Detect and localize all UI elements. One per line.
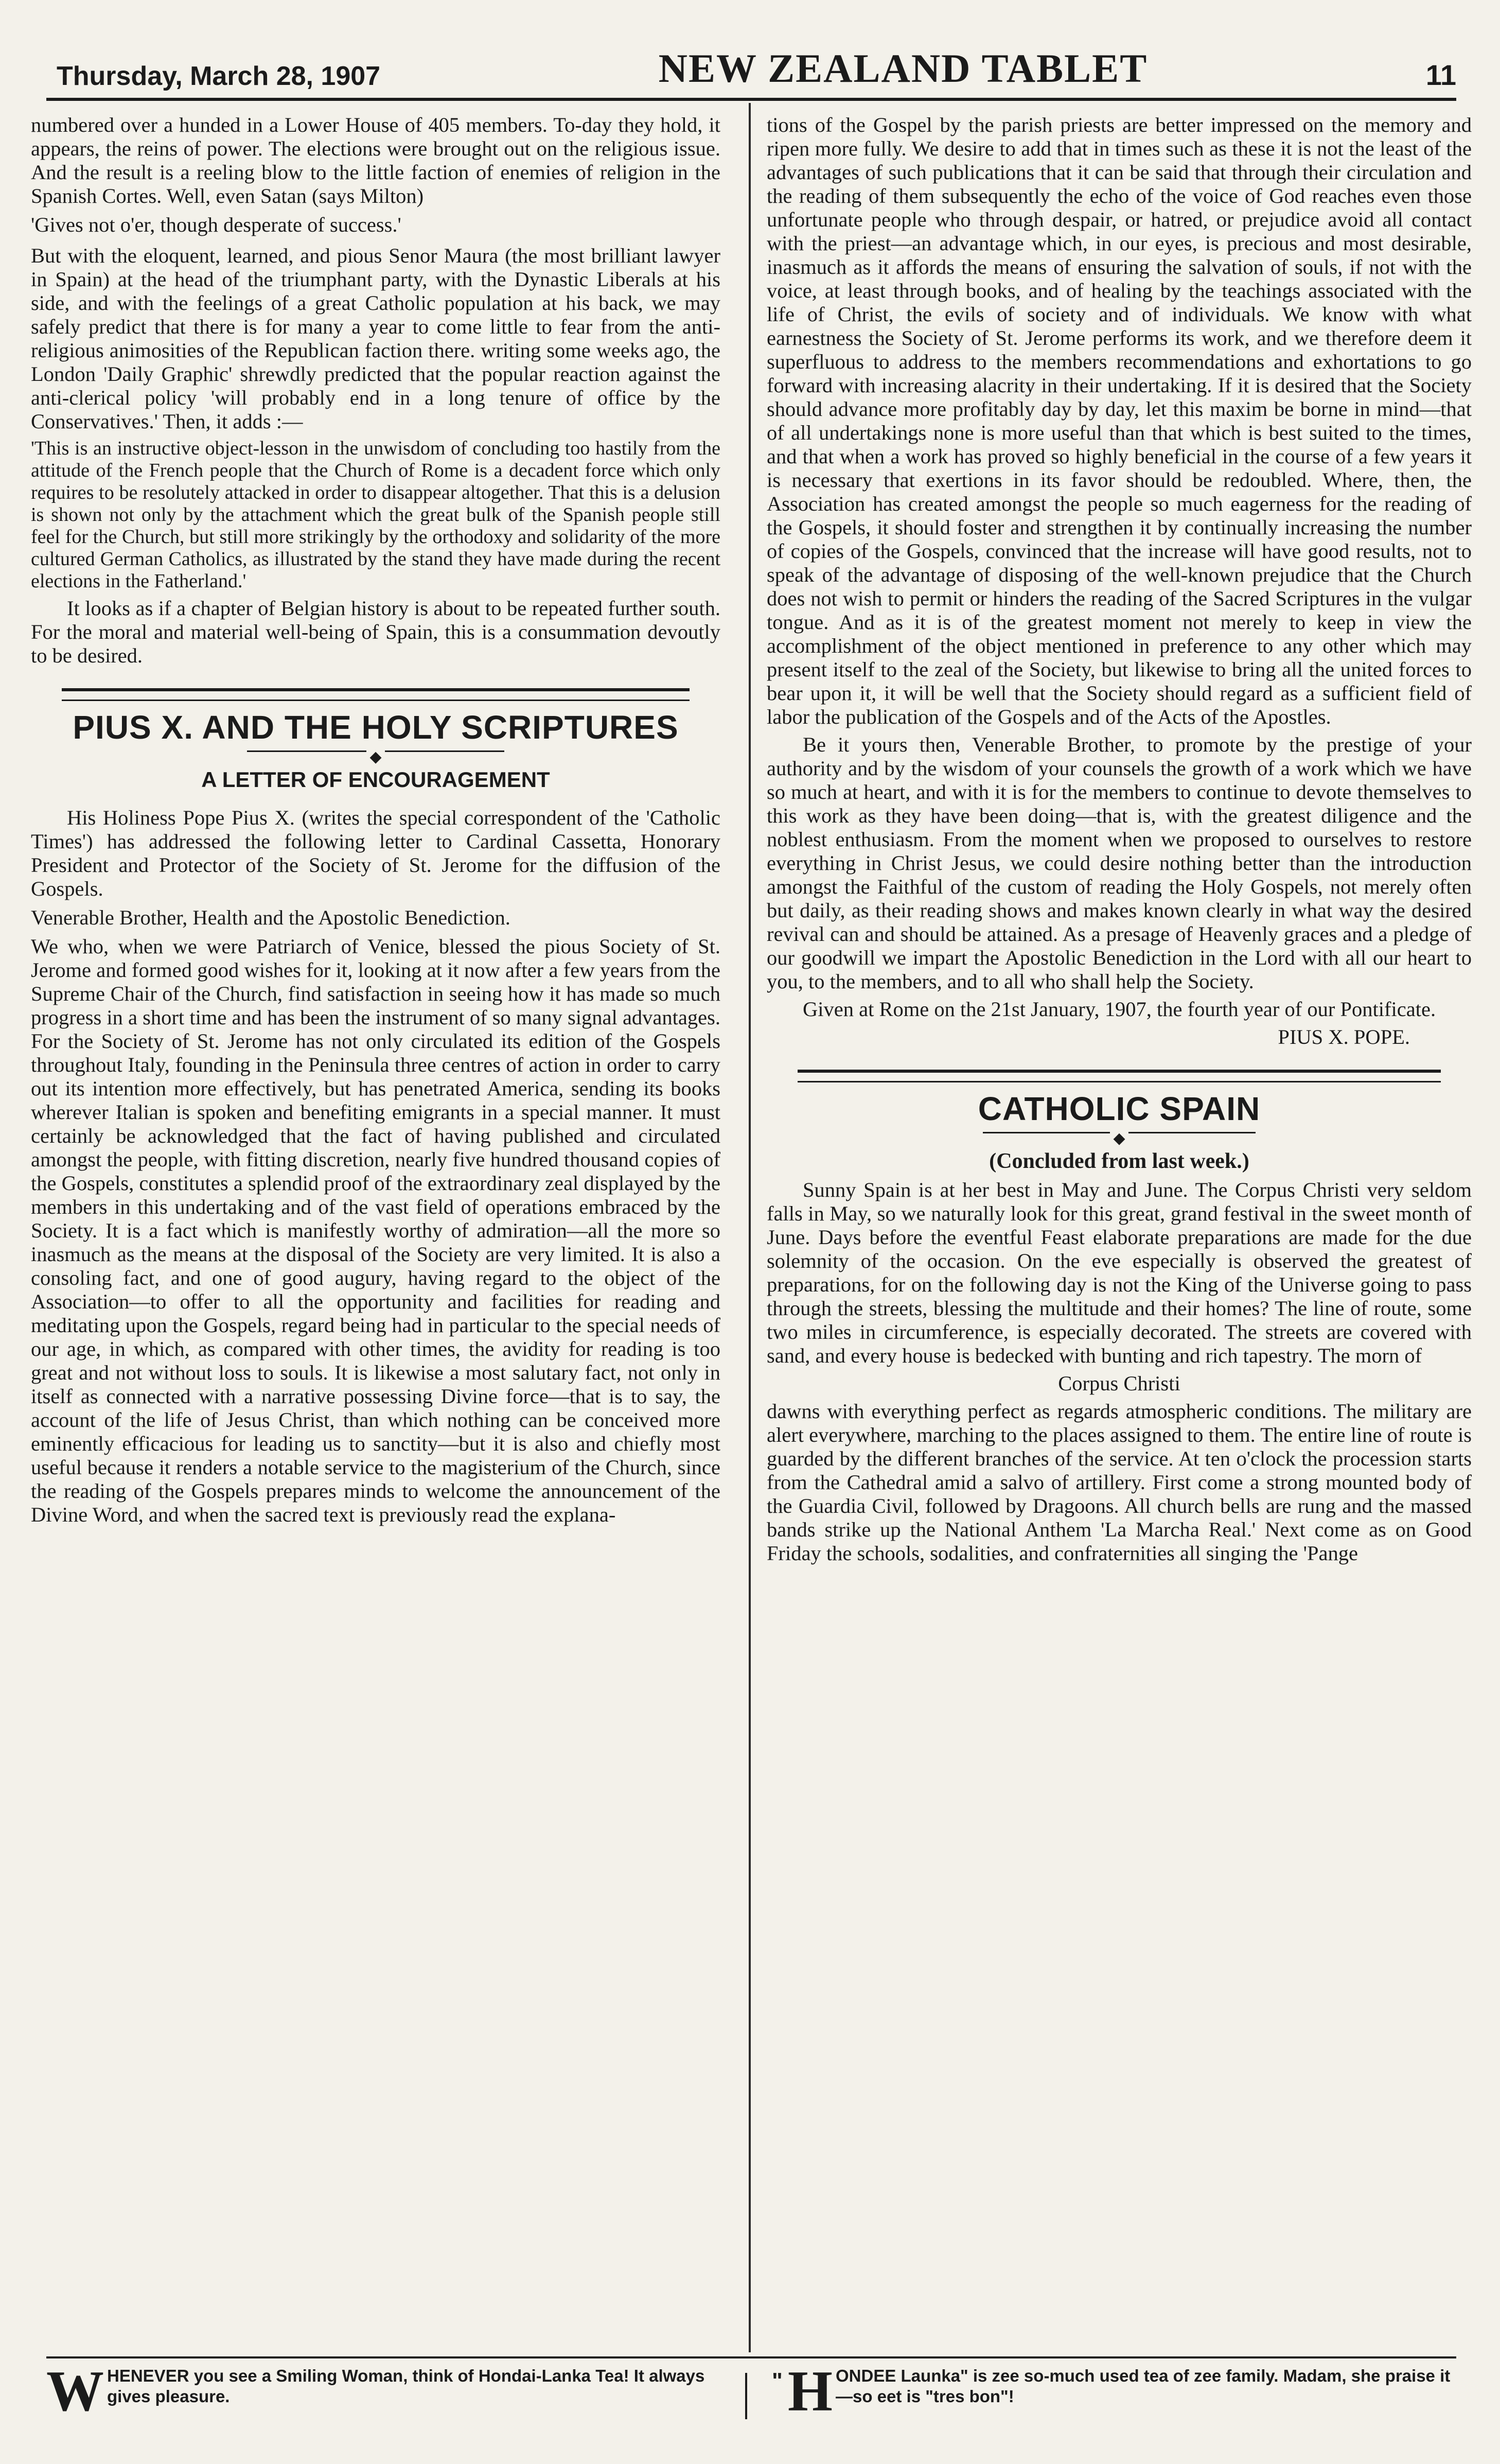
section-divider [798, 1070, 1441, 1082]
daily-graphic-quote: 'This is an instructive object-lesson in the unwisdom of concluding too hastily from the attitude of the French people that the Church of Rome is a decadent force which only requires to be resolutely attacked in order to disappear altogether. That this is a delusion is shown not only by the attachment which the great bulk of the Spanish people still feel for the Church, but still more strikingly by the orthodoxy and solidarity of the more cultured German Catholics, as illustrated by the stand they have made during the recent elections in the Fatherland.' [31, 438, 720, 592]
letter-body: We who, when we were Patriarch of Venice, blessed the pious Society of St. Jerome and formed good wishes for it, looking at it now after a few years from the Supreme Chair of the Church, find satisfaction in seeing how it has made so much progress in a short time and has been the instrument of so many signal advantages. For the Society of St. Jerome has not only circulated its edition of the Gospels throughout Italy, founding in the Peninsula three centres of action in order to carry out its intention more effectively, but has penetrated America, sending its books wherever Italian is spoken and benefiting emigrants in a special manner. It must certainly be acknowledged that the fact of having published and circulated amongst the people, with fitting discretion, nearly five hundred thousand copies of the Gospels, constitutes a splendid proof of the extraordinary zeal displayed by the members in this undertaking and of the vast field of operations embraced by the Society. It is a fact which is manifestly worthy of admiration—all the more so inasmuch as the means at the disposal of the Society are very limited. It is also a consoling fact, and one of good augury, having regard to the object of the Association—to offer to all the opportunity and facilities for reading and meditating upon the Gospels, regard being had in particular to the special needs of our age, in which, as compared with other times, the avidity for reading is too great and not without loss to souls. It is likewise a most salutary fact, not only in itself as connected with a narrative possessing Divine force—that is to say, the account of the life of Jesus Christ, than which nothing can be conceived more eminently efficacious for leading us to sanctity—but it is also and chiefly most useful because it renders a notable service to the magisterium of the Church, since the reading of the Gospels prepares minds to welcome the announcement of the Divine Word, and when the sacred text is previously read the explana- [31, 935, 720, 1526]
article-title: PIUS X. AND THE HOLY SCRIPTURES [73, 709, 679, 746]
diamond-ornament-icon: ◆ [1110, 1131, 1128, 1146]
article2-title: CATHOLIC SPAIN [978, 1090, 1261, 1127]
letter-close: Be it yours then, Venerable Brother, to promote by the prestige of your authority and by the wisdom of your counsels the growth of a work which we have so much at heart, and with it is for the members to continue to devote themselves to this work as they have been doing—that is, with the greatest diligence and the noblest enthusiasm. From the moment when we proposed to ourselves to restore everything in Christ Jesus, we could desire nothing better than the introduction amongst the Faithful of the custom of reading the Holy Gospels, not merely often but daily, as their reading shows and makes known clearly in what way the desired revival can and should be attained. As a presage of Heavenly graces and a pledge of our goodwill we impart the Apostolic Benediction in the Lord with all our heart to you, to the members, and to all who shall help the Society. [767, 733, 1472, 993]
ad-initial: W [46, 2360, 104, 2423]
issue-date: Thursday, March 28, 1907 [57, 61, 381, 91]
masthead [57, 45, 1456, 92]
page-number: 11 [1425, 59, 1456, 91]
ad-text: ONDEE Launka" is zee so-much used tea of zee family. Madam, she praise it—so eet is "tres bon"! [836, 2366, 1451, 2406]
ad-text: HENEVER you see a Smiling Woman, think of Hondai-Lanka Tea! It always gives pleasure. [107, 2366, 705, 2406]
column-divider [749, 103, 751, 2352]
article-intro: His Holiness Pope Pius X. (writes the special correspondent of the 'Catholic Times') has addressed the following letter to Cardinal Cassetta, Honorary President and Protector of the Society of St. Jerome for the diffusion of the Gospels. [31, 806, 720, 900]
article-subtitle: A LETTER OF ENCOURAGEMENT [201, 767, 550, 792]
letter-dateline: Given at Rome on the 21st January, 1907, the fourth year of our Pontificate. [803, 998, 1436, 1021]
title-ornament [31, 743, 720, 765]
intro-paragraph: numbered over a hunded in a Lower House of 405 members. To-day they hold, it appears, the reins of power. The elections were brought out on the religious issue. And the result is a reeling blow to the little faction of enemies of religion in the Spanish Cortes. Well, even Satan (says Milton) [31, 113, 720, 207]
letter-signature: PIUS X. POPE. [1278, 1025, 1410, 1048]
intro-paragraph: But with the eloquent, learned, and pious Senor Maura (the most brilliant lawyer in Spain) at the head of the triumphant party, with the Dynastic Liberals at his side, and with the feelings of a great Catholic population at his back, we may safely predict that there is for many a year to come little to fear from the anti-religious animosities of the Republican faction there. writing some weeks ago, the London 'Daily Graphic' shrewdly predicted that the popular reaction against the anti-clerical policy 'will probably end in a long tenure of office by the Conservatives.' Then, it adds :— [31, 244, 720, 433]
article2-paragraph: Sunny Spain is at her best in May and June. The Corpus Christi very seldom falls in May, so we naturally look for this great, grand festival in the sweet month of June. Days before the eventful Feast elaborate preparations are made for the due solemnity of the occasion. On the eve especially is observed the greatest of preparations, for on the following day is not the King of the Universe going to pass through the streets, blessing the multitude and their homes? The line of route, some two miles in circumference, is especially decorated. The streets are covered with sand, and every house is bedecked with bunting and rich tapestry. The morn of [767, 1178, 1472, 1367]
ad-initial: H [787, 2360, 833, 2423]
letter-continued: tions of the Gospel by the parish priests are better impressed on the memory and ripen more fully. We desire to add that in times such as these it is not the least of the advantages of such publications that it can be said that through their circulation and the reading of them subsequently the echo of the voice of God reaches even those unfortunate people who through despair, or hatred, or prejudice avoid all contact with the priest—an advantage which, in our eyes, is precious and most desirable, inasmuch as it affords the means of ensuring the salvation of souls, if not with the voice, at least through books, and of healing by the teachings associated with the life of Christ, the evils of society and of individuals. We know with what earnestness the Society of St. Jerome performs its work, and we therefore deem it superfluous to address to the members recommendations and exhortations to go forward with increasing alacrity in their undertaking. If it is desired that the Society should advance more profitably day by day, let this maxim be borne in mind—that of all undertakings none is more useful than that which is best suited to the times, and that when a work has proved so highly beneficial in the course of a few years it is necessary that exertions in its favor should be redoubled. Where, then, the Association has created amongst the people so much eagerness for the reading of the Gospels, it should foster and strengthen it by continually increasing the number of copies of the Gospels, convinced that the increase will have good results, not to speak of the advantage of disposing of the well-known prejudice that the Church does not wish to permit or hinders the reading of the Sacred Scriptures in the vulgar tongue. And as it is of the greatest moment not merely to keep in view the accomplishment of the object mentioned in preference to any other which may present itself to the zeal of the Society, but likewise to bring all the united forces to bear upon it, it will be well that the Society should regard as a sufficient field of labor the publication of the Gospels and of the Acts of the Apostles. [767, 113, 1472, 728]
diamond-ornament-icon: ◆ [366, 749, 384, 765]
left-column [31, 113, 720, 2347]
footer-rule [46, 2356, 1456, 2358]
advertisement-hondee-launka [772, 2360, 1456, 2433]
article2-note: (Concluded from last week.) [989, 1149, 1249, 1173]
newspaper-title: NEW ZEALAND TABLET [658, 46, 1148, 91]
right-column [767, 113, 1472, 2347]
milton-verse: 'Gives not o'er, though desperate of success.' [31, 213, 401, 236]
masthead-rule [46, 98, 1456, 101]
intro-paragraph: It looks as if a chapter of Belgian history is about to be repeated further south. For the moral and material well-being of Spain, this is a consummation devoutly to be desired. [31, 597, 720, 667]
article2-paragraph: dawns with everything perfect as regards atmospheric conditions. The military are alert everywhere, marching to the places assigned to them. The entire line of route is guarded by the different branches of the service. At ten o'clock the procession starts from the Cathedral amid a salvo of artillery. First come a strong mounted body of the Guardia Civil, followed by Dragoons. All church bells are rung and the massed bands strike up the National Anthem 'La Marcha Real.' Next come as on Good Friday the schools, sodalities, and confraternities all singing the 'Pange [767, 1400, 1472, 1565]
section-divider [62, 688, 690, 701]
ad-quote-mark: " [772, 2368, 783, 2393]
letter-salutation: Venerable Brother, Health and the Apostolic Benediction. [31, 906, 510, 929]
ad-divider [745, 2373, 747, 2419]
title-ornament [767, 1125, 1472, 1147]
article2-subhead: Corpus Christi [1058, 1372, 1180, 1395]
advertisement-hondai-lanka [46, 2360, 715, 2433]
